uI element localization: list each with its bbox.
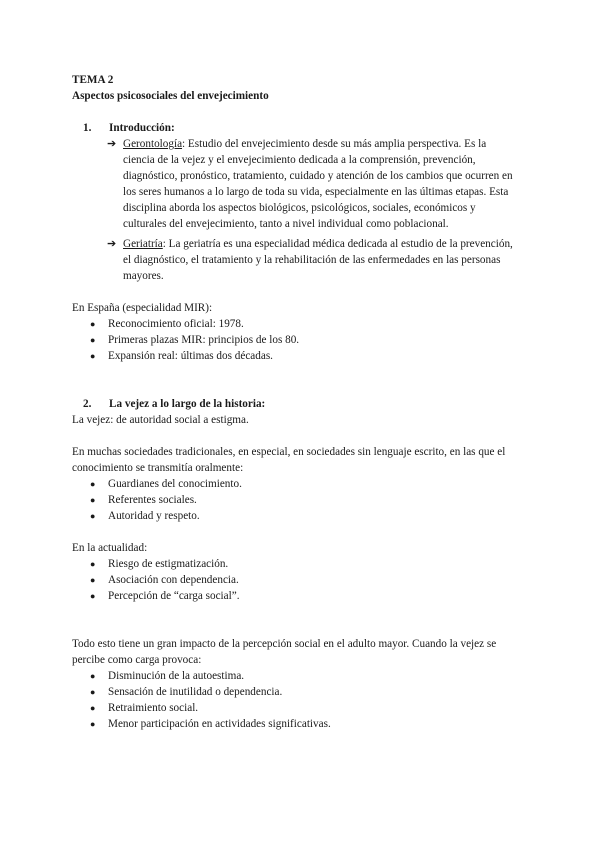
bullet-icon: ●	[90, 335, 96, 345]
paragraph-traditional: En muchas sociedades tradicionales, en especial, en sociedades sin lenguaje escrito, en las que el conocimiento se transmitía oralmente:	[72, 446, 506, 474]
bullet-icon: ●	[90, 591, 96, 601]
arrow-icon: ➔	[107, 138, 117, 150]
bullet-icon: ●	[90, 559, 96, 569]
bullet-icon: ●	[90, 351, 96, 361]
list-item: ● Riesgo de estigmatización.	[90, 558, 229, 570]
bullet-icon: ●	[90, 511, 96, 521]
section-1-heading	[83, 120, 520, 136]
bullet-icon: ●	[90, 495, 96, 505]
list-item: ● Expansión real: últimas dos décadas.	[90, 350, 273, 362]
bullet-icon: ●	[90, 719, 96, 729]
list-item: ● Sensación de inutilidad o dependencia.	[90, 686, 283, 698]
section-number: 1.	[83, 122, 92, 134]
spain-bullet-list	[72, 316, 520, 364]
list-item: ● Menor participación en actividades significativas.	[90, 718, 331, 730]
list-item: ● Referentes sociales.	[90, 494, 197, 506]
traditional-bullet-list	[72, 476, 520, 524]
definition-gerontologia	[107, 136, 520, 232]
list-item: ● Autoridad y respeto.	[90, 510, 200, 522]
definition-geriatria	[107, 236, 520, 284]
list-item: ● Retraimiento social.	[90, 702, 199, 714]
bullet-icon: ●	[90, 319, 96, 329]
section-title: La vejez a lo largo de la historia:	[109, 398, 266, 410]
document-page	[72, 72, 520, 732]
definition-text: : Estudio del envejecimiento desde su más amplia perspectiva. Es la ciencia de la vejez y el envejecimiento dedicada a la comprensión, prevención, diagnóstico, pronóstico, tratamiento, cuidado y atención de los cambios que ocurren en los seres humanos a lo largo de toda su vida, especialmente en las últimas etapas. Esta disciplina aborda los aspectos biológicos, psicológicos, sociales, económicos y culturales del envejecimiento, tanto a nivel individual como poblacional.	[123, 138, 513, 230]
section-title: Introducción:	[109, 122, 175, 134]
list-item: ● Disminución de la autoestima.	[90, 670, 245, 682]
bullet-icon: ●	[90, 703, 96, 713]
section-number: 2.	[83, 398, 92, 410]
bullet-icon: ●	[90, 575, 96, 585]
bullet-icon: ●	[90, 479, 96, 489]
bullet-icon: ●	[90, 687, 96, 697]
spain-intro: En España (especialidad MIR):	[72, 302, 213, 314]
definition-text: : La geriatría es una especialidad médica dedicada al estudio de la prevención, el diagnóstico, el tratamiento y la rehabilitación de las enfermedades en las personas mayores.	[123, 238, 513, 282]
paragraph-impact: Todo esto tiene un gran impacto de la percepción social en el adulto mayor. Cuando la vejez se percibe como carga provoca:	[72, 638, 497, 666]
paragraph-current: En la actualidad:	[72, 542, 148, 554]
list-item: ● Percepción de “carga social”.	[90, 590, 240, 602]
term-gerontologia: Gerontología	[123, 138, 183, 150]
impact-bullet-list	[72, 668, 520, 732]
document-title: TEMA 2	[72, 74, 114, 86]
document-subtitle: Aspectos psicosociales del envejecimiento	[72, 90, 269, 102]
current-bullet-list	[72, 556, 520, 604]
list-item: ● Guardianes del conocimiento.	[90, 478, 242, 490]
term-geriatria: Geriatría	[123, 238, 163, 250]
bullet-icon: ●	[90, 671, 96, 681]
list-item: ● Reconocimiento oficial: 1978.	[90, 318, 244, 330]
list-item: ● Asociación con dependencia.	[90, 574, 239, 586]
section-2-line: La vejez: de autoridad social a estigma.	[72, 414, 249, 426]
section-2-heading	[83, 396, 520, 412]
arrow-icon: ➔	[107, 238, 117, 250]
list-item: ● Primeras plazas MIR: principios de los 80.	[90, 334, 300, 346]
